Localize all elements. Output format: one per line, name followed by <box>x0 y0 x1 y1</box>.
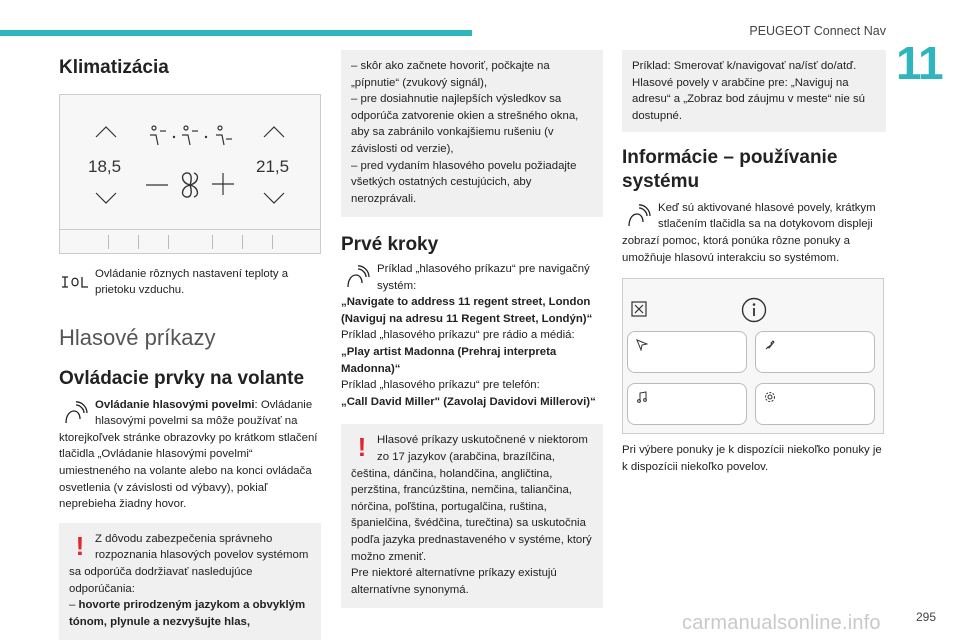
header-accent-bar <box>0 30 472 36</box>
examples-paragraph <box>341 261 603 410</box>
help-menu-settings <box>755 383 875 425</box>
temp-right-down-icon <box>262 191 286 205</box>
climate-icon <box>59 268 91 296</box>
column-left <box>59 50 321 640</box>
voice-command-icon <box>622 202 654 230</box>
section-title-hlasove-prikazy: Hlasové príkazy <box>59 324 216 350</box>
arabic-note-text: Príklad: Smerovať k/navigovať na/ísť do/atď. Hlasové povely v arabčine pre: „Naviguj na adresu“ a „Zobraz bod záujmu v meste“ nie sú dostupné. <box>632 60 865 122</box>
fan-icon <box>174 169 206 201</box>
climate-bottom-bar <box>60 229 320 253</box>
divider <box>138 235 139 249</box>
music-note-icon <box>636 391 648 403</box>
voice-control-label: Ovládanie hlasovými povelmi <box>95 398 255 411</box>
help-menu-media <box>627 383 747 425</box>
example-radio-label: Príklad „hlasového príkazu“ pre rádio a médiá: <box>341 329 575 342</box>
header-title: PEUGEOT Connect Nav <box>749 24 886 38</box>
voice-command-icon <box>341 263 373 291</box>
air-distribution-icon <box>146 123 242 149</box>
menu-text: Pri výbere ponuky je k dispozícii niekoľko ponuky je k dispozícii niekoľko povelov. <box>622 444 882 473</box>
chapter-number: 11 <box>896 37 943 89</box>
example-nav-label: Príklad „hlasového príkazu“ pre navigačný systém: <box>377 263 590 292</box>
example-radio-command: „Play artist Madonna (Prehraj interpreta Madonna)“ <box>341 346 557 375</box>
fan-speed-decrease-icon <box>146 183 168 187</box>
menu-paragraph <box>622 442 886 475</box>
column-right <box>622 50 886 475</box>
warning-icon: ! <box>75 530 85 561</box>
tip-2: – pre dosiahnutie najlepších výsledkov sa odporúča zatvorenie okien a strešného okna, aby sa zabránilo vonkajšiemu rušeniu (v závislosti od verzie), <box>351 93 579 155</box>
column-middle <box>341 50 603 608</box>
temp-left-up-icon <box>94 125 118 139</box>
page-number: 295 <box>915 610 936 624</box>
voice-command-icon <box>59 399 91 427</box>
warning-bold-text: hovorte prirodzeným jazykom a obvyklým tónom, plynule a nezvyšujte hlas, <box>69 599 306 628</box>
divider <box>272 235 273 249</box>
arabic-note-box <box>622 50 886 132</box>
divider <box>212 235 213 249</box>
languages-text: Hlasové príkazy uskutočnené v niektorom zo 17 jazykov (arabčina, brazílčina, čeština, dánčina, holandčina, angličtina, perzština, francúzština, nemčina, taliančina, nórčina, poľština, portugalčina, ruština, španielčina, švédčina, turečtina) sa uskutočnia podľa jazyka prednastaveného v systéme, ktorý možno zmeniť. <box>351 434 592 563</box>
languages-box <box>341 424 603 608</box>
voice-control-text: : Ovládanie hlasovými povelmi sa môže používať na ktorejkoľvek stránke obrazovky po krátkom stlačení tlačidla „Ovládanie hlasovými povelmi“ umiestneného na volante alebo na konci ovládača osvetlenia (v závislosti od výbavy), pokiaľ neprebieha žiadny hovor. <box>59 398 318 511</box>
voice-help-screen-illustration <box>622 278 884 434</box>
divider <box>108 235 109 249</box>
info-text: Keď sú aktivované hlasové povely, krátkym stlačením tlačidla sa na dotykovom displeji zobrazí pomoc, ktorá ponúka rôzne ponuky a umožňuje hlasovú interakciu so systémom. <box>622 201 876 264</box>
temp-left-down-icon <box>94 191 118 205</box>
tip-3: – pred vydaním hlasového povelu požiadajte všetkých ostatných cestujúcich, aby nerozprávali. <box>351 159 577 205</box>
temp-right-up-icon <box>262 125 286 139</box>
klima-description <box>59 266 321 299</box>
gear-icon <box>764 391 776 403</box>
climate-screen-illustration <box>59 94 321 254</box>
warning-text: Z dôvodu zabezpečenia správneho rozpoznania hlasových povelov systémom sa odporúča dodržiavať nasledujúce odporúčania: <box>69 532 309 595</box>
phone-icon <box>764 339 776 351</box>
klima-text: Ovládanie rôznych nastavení teploty a prietoku vzduchu. <box>95 267 289 297</box>
subsection-title-volant: Ovládacie prvky na volante <box>59 367 305 389</box>
synonyms-text: Pre niektoré alternatívne príkazy existujú alternatívne synonymá. <box>351 567 557 596</box>
watermark: carmanualsonline.info <box>682 612 881 634</box>
section-title-klimatizacia: Klimatizácia <box>59 57 169 78</box>
example-phone-label: Príklad „hlasového príkazu“ pre telefón: <box>341 379 540 392</box>
help-menu-phone <box>755 331 875 373</box>
fan-speed-increase-icon <box>212 173 234 195</box>
temp-right-value: 21,5 <box>256 156 290 176</box>
temp-left-value: 18,5 <box>88 156 122 176</box>
navigation-icon <box>636 339 648 351</box>
warning-icon: ! <box>357 432 367 463</box>
divider <box>242 235 243 249</box>
info-icon <box>741 297 767 323</box>
close-icon <box>631 301 647 317</box>
tip-1: – skôr ako začnete hovoriť, počkajte na „pípnutie“ (zvukový signál), <box>351 60 550 89</box>
example-phone-command: „Call David Miller" (Zavolaj Davidovi Millerovi)“ <box>341 395 596 408</box>
divider <box>168 235 169 249</box>
example-nav-command: „Navigate to address 11 regent street, London (Naviguj na adresu 11 Regent Street, Londýn)“ <box>341 296 593 325</box>
tips-box <box>341 50 603 217</box>
warning-box <box>59 523 321 640</box>
warning-dash: – <box>69 599 79 612</box>
section-title-informacie: Informácie – používanie systému <box>622 147 838 193</box>
info-paragraph <box>622 200 886 266</box>
section-title-prve-kroky: Prvé kroky <box>341 234 439 256</box>
help-menu-navigation <box>627 331 747 373</box>
voice-control-paragraph <box>59 397 321 513</box>
